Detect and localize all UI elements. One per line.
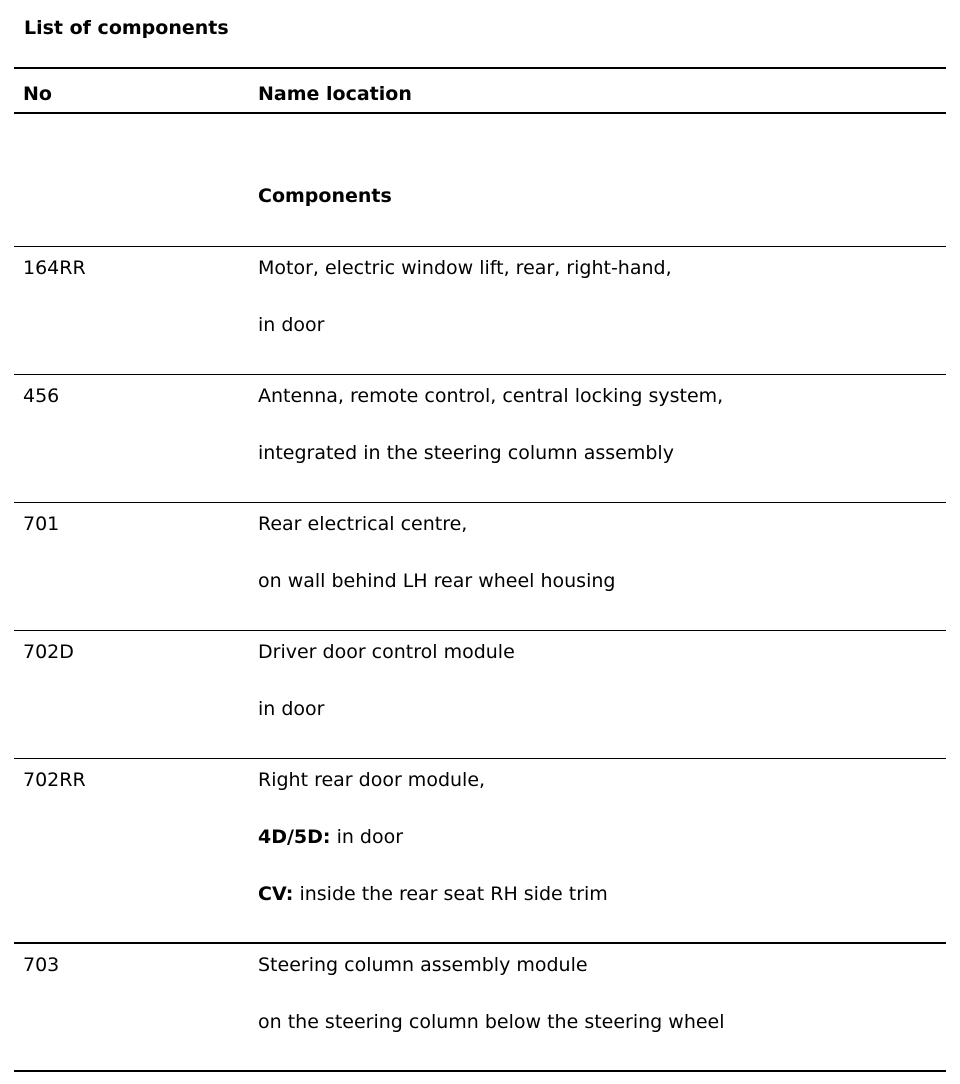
variant-label: CV: (258, 883, 294, 905)
header-no: No (23, 83, 52, 105)
row-location-line: integrated in the steering column assembly (258, 442, 674, 464)
row-location-line: Rear electrical centre, (258, 513, 468, 535)
row-number: 703 (23, 954, 60, 976)
table-top-rule (14, 67, 946, 69)
row-location-line: on the steering column below the steering wheel (258, 1011, 725, 1033)
section-label: Components (258, 185, 392, 207)
row-number: 702D (23, 641, 74, 663)
variant-label: 4D/5D: (258, 826, 331, 848)
row-location-line: Steering column assembly module (258, 954, 588, 976)
row-number: 702RR (23, 769, 86, 791)
row-number: 701 (23, 513, 60, 535)
row-location-line: Right rear door module, (258, 769, 486, 791)
header-name-location: Name location (258, 83, 412, 105)
row-number: 456 (23, 385, 60, 407)
row-location-line: Antenna, remote control, central locking system, (258, 385, 724, 407)
row-location-line: in door (258, 698, 325, 720)
row-divider (14, 942, 946, 944)
row-divider (14, 374, 946, 375)
row-location-line: in door (258, 314, 325, 336)
row-divider (14, 758, 946, 759)
row-location-line (258, 880, 608, 908)
row-location-line (258, 823, 403, 851)
document-title: List of components (24, 17, 229, 39)
row-location-line: Motor, electric window lift, rear, right-hand, (258, 257, 672, 279)
row-divider (14, 502, 946, 503)
row-location-line: on wall behind LH rear wheel housing (258, 570, 616, 592)
row-number: 164RR (23, 257, 86, 279)
row-location-line: Driver door control module (258, 641, 515, 663)
row-divider (14, 630, 946, 631)
table-bottom-rule (14, 1070, 946, 1072)
variant-location: inside the rear seat RH side trim (293, 883, 608, 905)
variant-location: in door (330, 826, 404, 848)
header-rule (14, 112, 946, 114)
row-divider (14, 246, 946, 247)
